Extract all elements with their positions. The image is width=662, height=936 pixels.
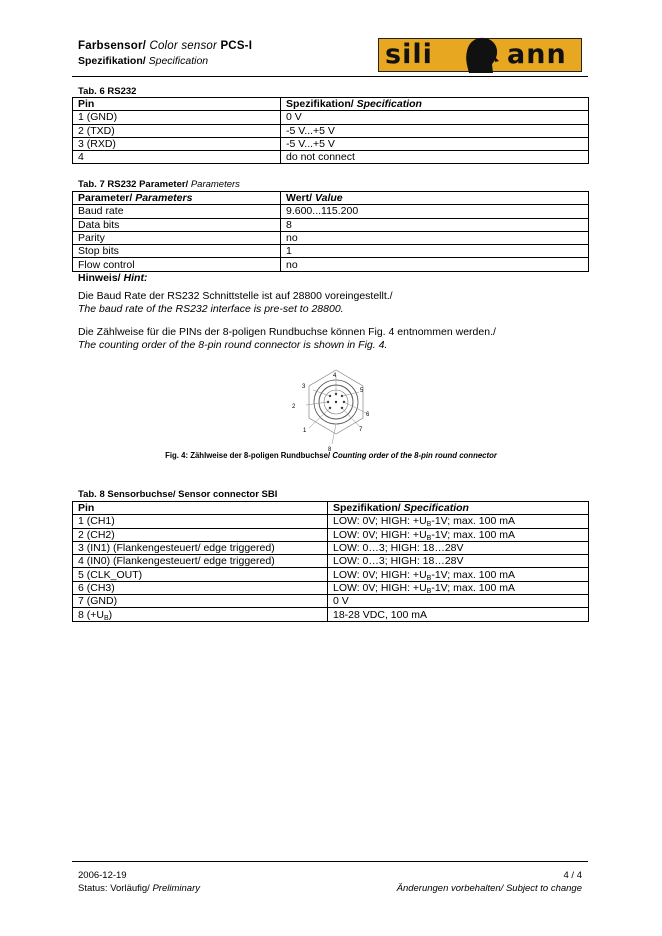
pin-label: 6 <box>366 412 370 418</box>
pin-label: 8 <box>328 447 332 452</box>
table-row: 5 (CLK_OUT) LOW: 0V; HIGH: $+U_B-1V$; max. 100 mA <box>73 568 589 581</box>
document-title <box>78 40 252 52</box>
pin-label: 3 <box>302 384 306 390</box>
table6-caption: Tab. 6 RS232 <box>78 86 137 97</box>
subtitle-en: Specification <box>148 55 209 67</box>
table7 <box>72 191 589 272</box>
pin-label: 2 <box>292 404 296 410</box>
table-row: 1 (GND) 0 V <box>73 111 589 124</box>
hint-label: Hinweis/ Hint: <box>78 272 148 284</box>
product-name: PCS-I <box>220 40 253 52</box>
table-row: 4 (IN0) (Flankengesteuert/ edge triggered) LOW: 0…3; HIGH: 18…28V <box>73 555 589 568</box>
figure-caption: Fig. 4: Zählweise der 8-poligen Rundbuchse/ Counting order of the 8-pin round connector <box>165 451 497 460</box>
table-row: 2 (TXD) -5 V...+5 V <box>73 124 589 137</box>
footer-page-number: 4 / 4 <box>563 870 582 881</box>
table-row: Stop bits 1 <box>73 245 589 258</box>
table-row: Flow control no <box>73 258 589 271</box>
footer-change-note: Änderungen vorbehalten/ Subject to change <box>396 883 582 894</box>
table8-caption: Tab. 8 Sensorbuchse/ Sensor connector SBI <box>78 489 278 500</box>
table-row: 8 $(+U_B)$ 18-28 VDC, 100 mA <box>73 608 589 621</box>
head-silhouette-icon <box>459 35 503 73</box>
title-en: Color sensor <box>149 40 218 52</box>
table7-caption: Tab. 7 RS232 Parameter/ Parameters <box>78 179 240 190</box>
footer-status: Status: Vorläufig/ Preliminary <box>78 883 200 894</box>
header-cell: Spezifikation/ Specification <box>281 98 589 111</box>
header-cell: Wert/ Value <box>281 192 589 205</box>
footer-date: 2006-12-19 <box>78 870 127 881</box>
table-header-row <box>73 98 589 111</box>
logo-text-left: sili <box>385 39 433 70</box>
pin-label: 4 <box>333 373 337 379</box>
header-cell: Spezifikation/ Specification <box>328 502 589 515</box>
pin-label: 5 <box>360 388 364 394</box>
header-cell: Pin <box>73 502 328 515</box>
siliann-logo <box>378 38 582 72</box>
pin-label: 7 <box>359 427 363 433</box>
pin-label: 1 <box>303 428 307 434</box>
table-row: 1 (CH1) LOW: 0V; HIGH: $+U_B-1V$; max. 100 mA <box>73 515 589 528</box>
table-row: 2 (CH2) LOW: 0V; HIGH: $+U_B-1V$; max. 100 mA <box>73 528 589 541</box>
table-row: 3 (RXD) -5 V...+5 V <box>73 137 589 150</box>
table-row: Parity no <box>73 231 589 244</box>
table-header-row <box>73 502 589 515</box>
table6 <box>72 97 589 164</box>
table-row: 3 (IN1) (Flankengesteuert/ edge triggered) LOW: 0…3; HIGH: 18…28V <box>73 541 589 554</box>
table-row: 6 (CH3) LOW: 0V; HIGH: $+U_B-1V$; max. 100 mA <box>73 581 589 594</box>
document-subtitle <box>78 55 208 67</box>
table-row: Baud rate 9.600...115.200 <box>73 205 589 218</box>
table-row: 4 do not connect <box>73 151 589 164</box>
table-header-row <box>73 192 589 205</box>
table8 <box>72 501 589 622</box>
table-row: Data bits 8 <box>73 218 589 231</box>
logo-text-right: ann <box>507 39 567 70</box>
title-de: Farbsensor/ <box>78 40 147 52</box>
footer-divider <box>72 861 588 862</box>
table-row: 7 (GND) 0 V <box>73 595 589 608</box>
header-cell: Pin <box>73 98 281 111</box>
header-divider <box>72 76 588 77</box>
hint-paragraph-2: Die Zählweise für die PINs der 8-poligen Rundbuchse können Fig. 4 entnommen werden./ The counting order of the 8-pin round connector is shown in Fig. 4. <box>78 326 496 351</box>
header-cell: Parameter/ Parameters <box>73 192 281 205</box>
connector-pinout-figure <box>280 368 380 452</box>
subtitle-de: Spezifikation/ <box>78 55 146 67</box>
hint-paragraph-1: Die Baud Rate der RS232 Schnittstelle ist auf 28800 voreingestellt./ The baud rate of the RS232 interface is pre-set to 28800. <box>78 290 393 315</box>
